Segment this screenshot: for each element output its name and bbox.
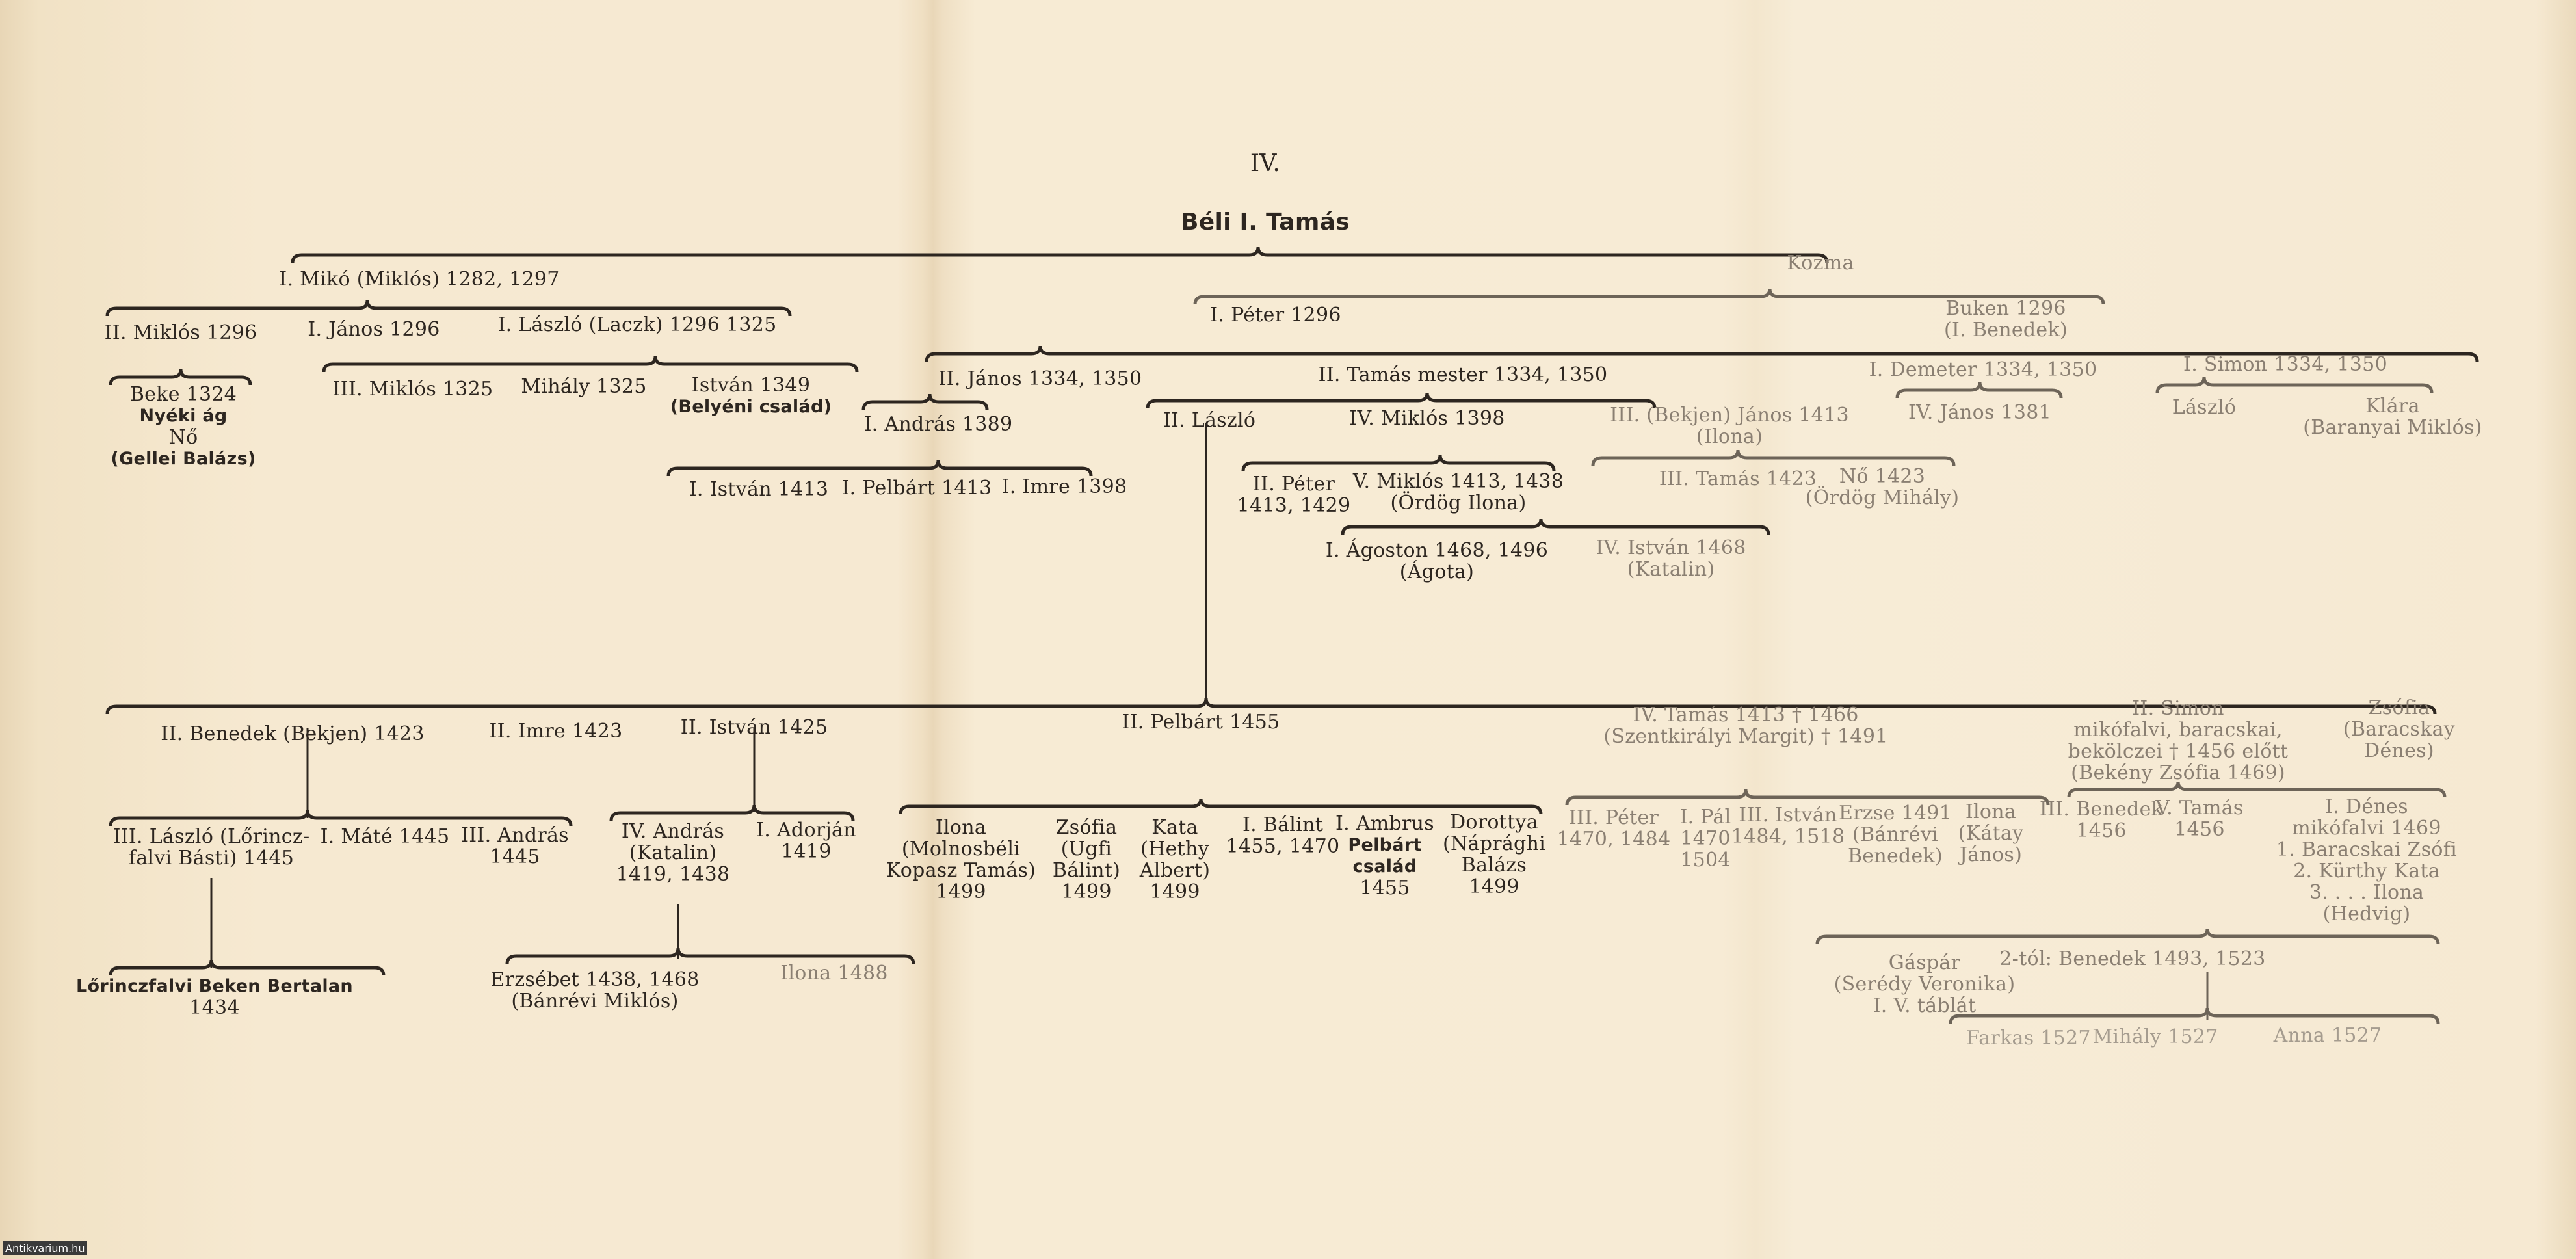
person-dorottya	[1443, 812, 1545, 897]
brace-connector	[1817, 929, 2438, 944]
person-line: 2. Kürthy Kata	[2293, 860, 2440, 882]
person-line: II. László	[1163, 409, 1256, 432]
person-line: I. Demeter 1334, 1350	[1869, 358, 2097, 381]
person-adorjan	[756, 819, 856, 862]
person-line: III. István	[1739, 804, 1837, 827]
person-line: István 1349	[691, 374, 811, 397]
person-line: IV. János 1381	[1908, 401, 2052, 424]
person-line: 3. . . . Ilona	[2309, 881, 2425, 904]
person-pelbart1413	[842, 477, 992, 499]
person-line: Beke 1324	[129, 383, 237, 406]
person-line: I. Ambrus	[1335, 812, 1434, 835]
person-tamas1423	[1659, 468, 1817, 490]
person-andras1389	[864, 414, 1013, 435]
person-andras1445	[461, 825, 569, 868]
person-istvan1468	[1596, 537, 1746, 580]
person-line: III. Miklós 1325	[332, 378, 493, 401]
person-line: (Belyéni család)	[670, 397, 832, 417]
root-ancestor: Béli I. Tamás	[1180, 209, 1350, 235]
person-line: mikófalvi, baracskai,	[2073, 719, 2283, 741]
brace-connector	[2157, 377, 2432, 393]
person-line: II. Simon	[2132, 697, 2224, 720]
person-line: Dorottya	[1450, 811, 1538, 834]
brace-connector	[111, 960, 384, 975]
person-janos1296	[308, 319, 440, 340]
person-peter1413	[1237, 473, 1351, 516]
person-beke	[111, 384, 256, 470]
person-line: I. Ágoston 1468, 1496	[1325, 539, 1549, 562]
person-janos1334	[939, 368, 1142, 390]
person-line: I. Adorján	[756, 819, 856, 842]
person-benedek1493	[1999, 948, 2265, 970]
person-line: 2-tól: Benedek 1493, 1523	[1999, 948, 2266, 970]
person-laszlo2	[1163, 410, 1255, 431]
person-line: 1434	[189, 996, 240, 1019]
person-line: Erzsébet 1438, 1468	[490, 968, 700, 991]
person-laszlo_s	[2172, 397, 2236, 418]
person-line: 1456	[2174, 818, 2225, 841]
person-line: (Ördög Mihály)	[1805, 486, 1960, 509]
person-line: Balázs	[1461, 854, 1527, 877]
person-line: László	[2172, 396, 2237, 419]
person-line: (Ágota)	[1399, 561, 1475, 583]
person-line: 1. Baracskai Zsófi	[2276, 838, 2458, 861]
person-line: 1504	[1680, 849, 1731, 871]
person-anna	[2274, 1025, 2382, 1046]
person-line: IV. András	[621, 820, 725, 843]
person-line: I. V. táblát	[1873, 994, 1977, 1017]
person-line: 1499	[1150, 881, 1200, 903]
person-line: II. Miklós 1296	[104, 321, 257, 344]
person-line: II. Péter	[1252, 473, 1335, 496]
person-line: Zsófia	[2368, 696, 2430, 719]
person-line: 1455	[1360, 877, 1410, 899]
person-tamas1456	[2155, 797, 2243, 840]
person-line: V. Miklós 1413, 1438	[1352, 470, 1564, 493]
person-line: (Szentkirályi Margit) † 1491	[1603, 725, 1888, 748]
person-miko	[279, 269, 559, 290]
person-line: Zsófia	[1055, 816, 1118, 839]
person-line: I. Simon 1334, 1350	[2183, 353, 2387, 376]
person-simon1	[2183, 354, 2387, 375]
person-line: I. Dénes	[2325, 795, 2408, 818]
person-line: 1499	[1061, 881, 1112, 903]
person-peter1470	[1557, 807, 1671, 850]
person-line: (Ördög Ilona)	[1390, 492, 1527, 514]
person-no1423	[1806, 466, 1960, 509]
person-miklos1398	[1349, 408, 1505, 429]
person-ambrus	[1335, 813, 1434, 899]
person-line: Anna 1527	[2273, 1024, 2382, 1047]
person-line: 1484, 1518	[1731, 825, 1845, 848]
person-line: 1413, 1429	[1237, 494, 1351, 517]
person-line: Bálint)	[1052, 859, 1121, 882]
person-line: 1470	[1680, 827, 1731, 850]
person-miklos1325	[333, 378, 493, 400]
person-line: Pelbárt	[1348, 835, 1422, 855]
person-line: I. Pál	[1679, 806, 1731, 828]
person-line: János)	[1959, 843, 2023, 866]
person-line: 1470, 1484	[1557, 828, 1671, 851]
person-line: (Serédy Veronika)	[1833, 973, 2016, 996]
person-line: falvi Básti) 1445	[128, 847, 295, 869]
person-line: (Ugfi	[1060, 838, 1112, 860]
person-line: III. Péter	[1568, 806, 1659, 829]
person-laszlo1296	[498, 314, 777, 336]
person-line: (Bánrévi Miklós)	[511, 990, 679, 1013]
person-line: 1419, 1438	[616, 863, 730, 886]
person-line: Klára	[2365, 395, 2420, 417]
person-andras4	[616, 821, 730, 885]
person-line: Mihály 1527	[2092, 1026, 2218, 1048]
person-line: I. Mikó (Miklós) 1282, 1297	[279, 268, 560, 291]
person-line: Kopasz Tamás)	[886, 859, 1036, 882]
person-line: Buken 1296	[1945, 297, 2066, 320]
person-line: IV. István 1468	[1596, 537, 1746, 559]
person-line: Albert)	[1139, 859, 1211, 882]
brace-connector	[324, 356, 857, 372]
person-kata1499	[1140, 817, 1210, 903]
brace-connector	[1148, 393, 1655, 408]
person-line: (Baracskay	[2343, 718, 2456, 741]
brace-connector	[668, 460, 1091, 476]
person-simon2	[2068, 698, 2289, 784]
person-line: V. Tamás	[2155, 797, 2244, 819]
person-mihaly1527	[2092, 1026, 2218, 1048]
person-line: Ilona	[1965, 801, 2017, 823]
person-line: I. Imre 1398	[1001, 475, 1127, 498]
person-imre1423	[490, 721, 623, 742]
person-imre1398	[1002, 476, 1127, 497]
person-gaspar	[1834, 952, 2016, 1016]
person-zsofia1499	[1053, 817, 1120, 903]
person-line: 1499	[936, 881, 986, 903]
person-istvan1413	[689, 479, 828, 500]
person-line: Kata	[1151, 816, 1198, 839]
person-demeter	[1869, 359, 2097, 380]
person-line: Lőrinczfalvi Beken Bertalan	[76, 976, 353, 996]
person-line: IV. Miklós 1398	[1349, 407, 1505, 430]
watermark: Antikvarium.hu	[3, 1241, 87, 1255]
person-mate1445	[321, 826, 450, 847]
person-line: I. András 1389	[863, 413, 1013, 436]
person-ilona1488	[780, 962, 888, 984]
person-line: III. (Bekjen) János 1413	[1610, 404, 1849, 427]
brace-connector	[1343, 519, 1768, 535]
person-miklos1296	[105, 322, 257, 343]
person-line: Ilona 1488	[780, 962, 888, 985]
person-line: 1445	[490, 845, 540, 868]
person-line: (I. Benedek)	[1944, 319, 2068, 341]
person-line: (Hethy	[1140, 838, 1209, 860]
brace-connector	[863, 394, 987, 410]
person-line: I. Máté 1445	[320, 825, 450, 848]
person-line: Gáspár	[1888, 951, 1961, 974]
person-line: (Hedvig)	[2322, 903, 2411, 925]
person-line: Kozma	[1787, 252, 1854, 274]
person-line: Dénes)	[2364, 739, 2434, 762]
person-line: II. Benedek (Bekjen) 1423	[161, 722, 425, 745]
person-line: I. Bálint	[1242, 814, 1324, 836]
person-line: Benedek)	[1847, 845, 1943, 868]
person-kozma	[1787, 252, 1854, 274]
person-ilona_katay	[1958, 801, 2024, 866]
person-buken	[1944, 298, 2068, 341]
person-benedek1423	[161, 723, 424, 745]
brace-connector	[293, 247, 1827, 263]
person-line: 1419	[781, 840, 832, 863]
person-line: (Bánrévi	[1852, 823, 1938, 846]
person-line: II. János 1334, 1350	[938, 367, 1142, 390]
person-line: Erzse 1491	[1838, 802, 1952, 825]
person-line: Nyéki ág	[139, 406, 228, 426]
person-denes	[2276, 796, 2457, 925]
person-line: II. István 1425	[680, 716, 828, 739]
person-istvan1349	[670, 375, 832, 417]
person-line: mikófalvi 1469	[2292, 817, 2441, 840]
person-laszlo1445	[113, 826, 310, 869]
person-line: (Ilona)	[1696, 425, 1763, 448]
person-agoston	[1326, 540, 1548, 583]
person-line: 1499	[1469, 875, 1519, 898]
person-line: család	[1352, 856, 1417, 877]
person-balint	[1226, 814, 1340, 857]
person-line: III. László (Lőrincz-	[112, 825, 310, 848]
brace-connector	[1593, 450, 1954, 466]
person-line: (Náprághi	[1442, 832, 1546, 855]
person-zsofia_b	[2343, 697, 2455, 762]
person-line: IV. Tamás 1413 † 1466	[1633, 704, 1859, 726]
person-line: II. Imre 1423	[489, 720, 623, 743]
person-miklos1413	[1353, 471, 1564, 514]
person-istvan3	[1731, 804, 1845, 847]
person-line: I. László (Laczk) 1296 1325	[497, 313, 777, 336]
person-line: I. István 1413	[689, 478, 829, 501]
person-line: Ilona	[935, 816, 987, 839]
brace-connector	[1897, 382, 2061, 398]
person-line: (Gellei Balázs)	[111, 449, 256, 469]
person-peter1296	[1210, 304, 1341, 326]
person-line: (Molnosbéli	[901, 838, 1021, 860]
person-line: III. Benedek	[2039, 798, 2164, 821]
person-mihaly1325	[521, 376, 646, 397]
person-line: bekölczei † 1456 előtt	[2068, 740, 2289, 763]
person-line: (Katalin)	[1627, 558, 1715, 581]
person-line: III. Tamás 1423	[1659, 468, 1817, 490]
person-line: Nő 1423	[1839, 465, 1926, 488]
person-line: (Katalin)	[629, 842, 717, 864]
person-line: (Baranyai Miklós)	[2303, 416, 2482, 439]
plate-number: IV.	[1250, 150, 1281, 177]
brace-connector	[1243, 455, 1554, 471]
person-line: I. János 1296	[308, 318, 440, 341]
person-benedek1456	[2040, 799, 2163, 842]
person-bekjenjanos	[1610, 404, 1849, 447]
person-line: 1456	[2076, 819, 2127, 842]
person-pal	[1679, 806, 1731, 871]
person-istvan1425	[681, 717, 828, 738]
person-lorinczfalvi	[76, 975, 353, 1018]
person-line: (Kátay	[1958, 822, 2024, 845]
person-ilona1499	[886, 817, 1036, 903]
person-janos1381	[1908, 402, 2051, 423]
person-line: Farkas 1527	[1966, 1027, 2091, 1050]
person-line: Nő	[168, 426, 198, 449]
person-erzsebet	[490, 969, 699, 1012]
person-tamas1413	[1603, 704, 1887, 747]
person-line: 1455, 1470	[1226, 835, 1340, 858]
person-klara	[2303, 395, 2482, 438]
person-line: Mihály 1325	[521, 375, 647, 398]
person-line: I. Pelbárt 1413	[841, 477, 992, 499]
person-pelbart1455	[1122, 711, 1280, 733]
person-farkas	[1966, 1027, 2091, 1049]
person-line: III. András	[461, 824, 569, 847]
person-line: II. Tamás mester 1334, 1350	[1318, 364, 1608, 386]
person-tamasmester	[1319, 364, 1608, 386]
brace-connector	[1951, 1008, 2438, 1024]
person-line: II. Pelbárt 1455	[1122, 711, 1280, 734]
person-line: I. Péter 1296	[1210, 304, 1341, 326]
person-erzse	[1839, 802, 1952, 867]
person-line: (Bekény Zsófia 1469)	[2071, 762, 2285, 784]
